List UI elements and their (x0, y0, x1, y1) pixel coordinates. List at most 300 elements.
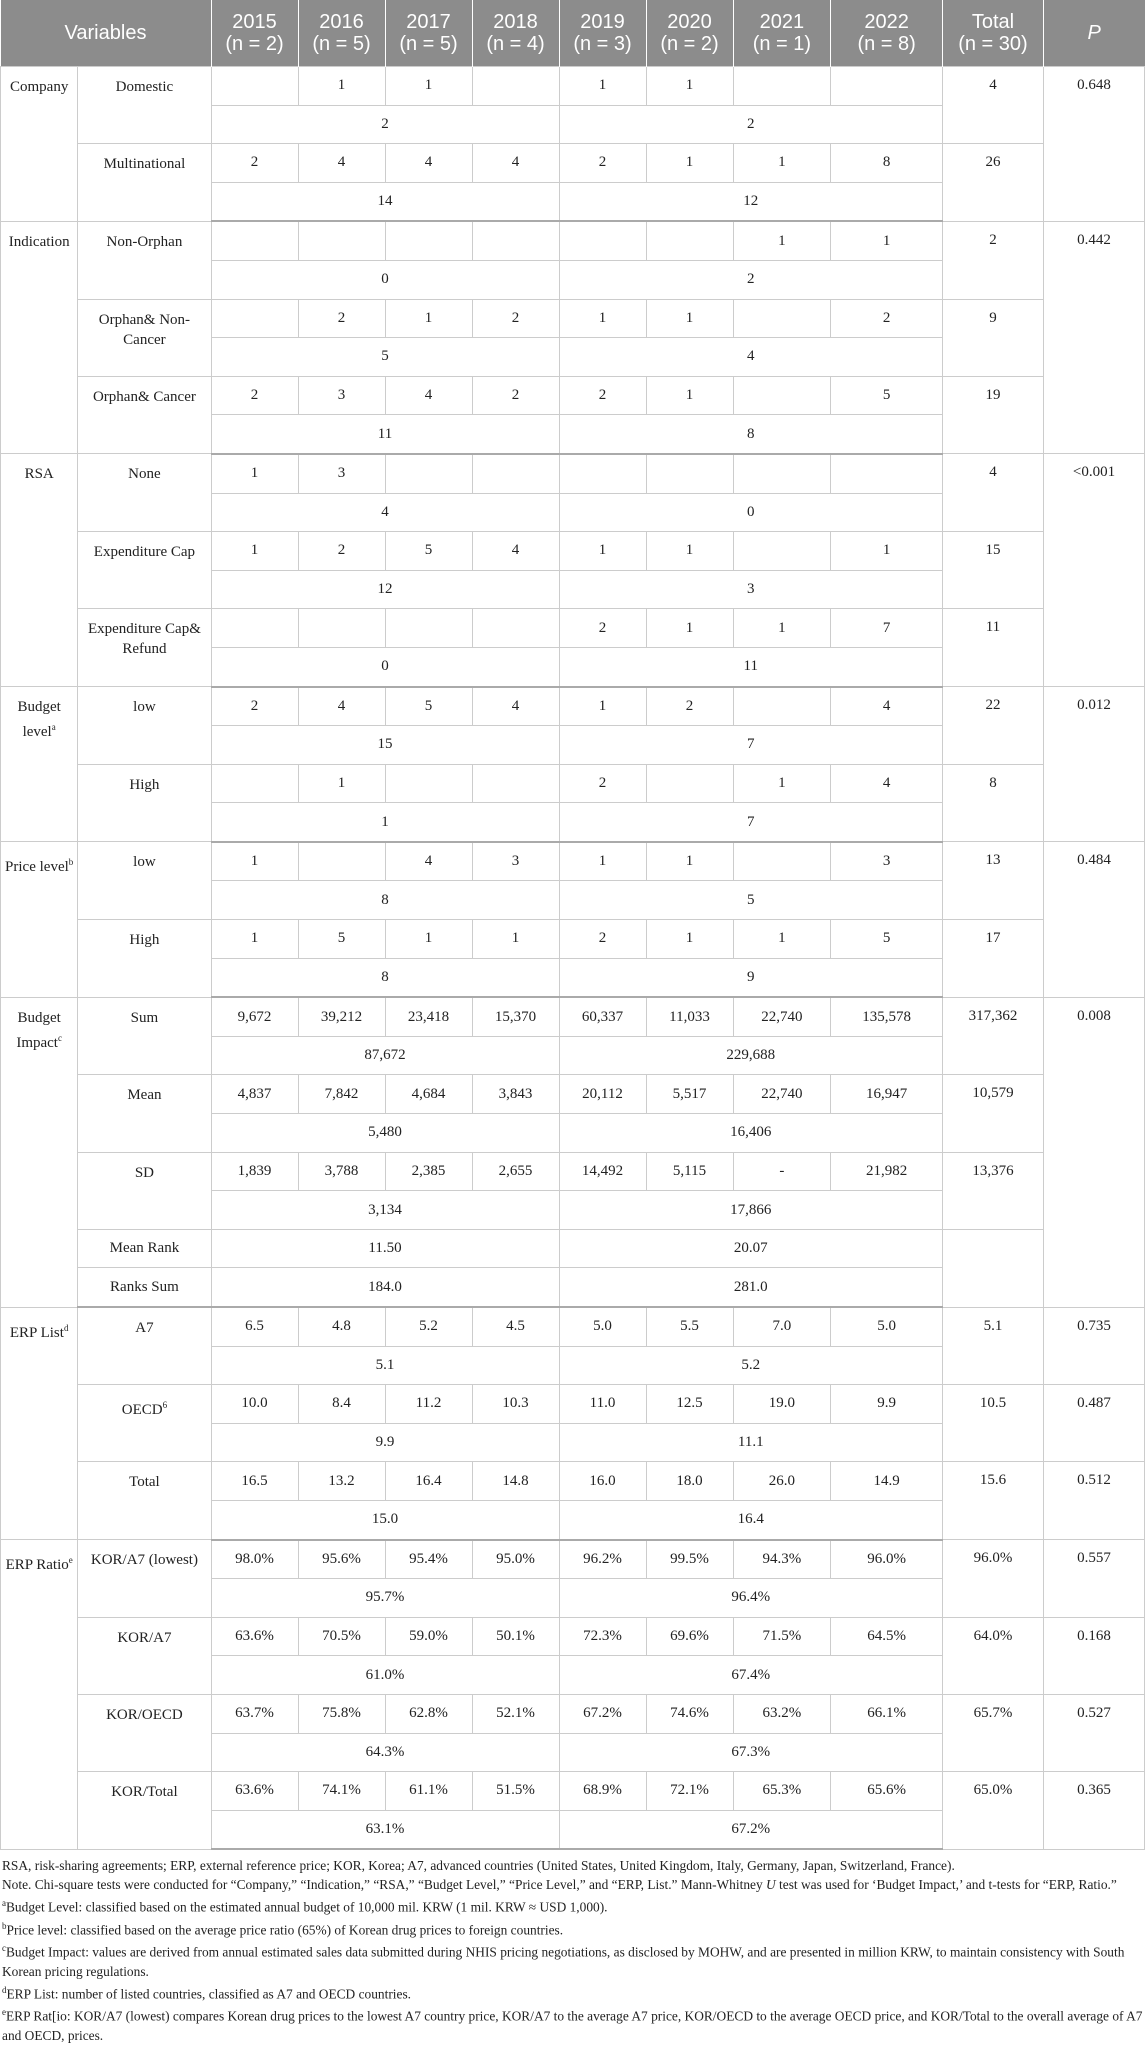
period-summary-2019-2022: 2 (559, 260, 942, 299)
subcategory-label-text: High (129, 932, 160, 949)
subcategory-label-text: OECD (121, 1402, 163, 1419)
year-value-cell (646, 454, 733, 493)
period-summary-2015-2018: 12 (211, 570, 559, 609)
year-value-cell: 16,947 (831, 1075, 943, 1114)
period-summary-2019-2022: 16.4 (559, 1500, 942, 1539)
header-year: 2022 (n = 8) (831, 0, 943, 67)
subcategory-label-text: Orphan& Non-Cancer (98, 311, 191, 348)
year-value-cell: 1 (646, 609, 733, 648)
subcategory-label-text: KOR/A7 (lowest) (90, 1552, 198, 1569)
year-value-cell: 70.5% (298, 1617, 385, 1656)
year-value-cell: 74.6% (646, 1694, 733, 1733)
total-cell: 13 (942, 842, 1043, 920)
year-value-cell: 3 (298, 376, 385, 415)
year-value-cell: 18.0 (646, 1462, 733, 1501)
year-value-cell: 16.0 (559, 1462, 646, 1501)
variable-label (1, 842, 78, 997)
footnote-a: $^a$Budget Level: classified based on the estimated annual budget of 10,000 mil. KRW (1 mil. KRW ≈ USD 1,000). (2, 1898, 608, 1915)
period-summary-2019-2022: 96.4% (559, 1579, 942, 1618)
year-value-cell: 1 (646, 920, 733, 959)
p-value-cell: 0.484 (1043, 842, 1144, 997)
subcategory-label (78, 1307, 211, 1385)
period-summary-2015-2018: 5,480 (211, 1114, 559, 1153)
year-value-cell: 4 (472, 532, 559, 571)
subcategory-label (78, 67, 211, 144)
period-summary-2015-2018: 5.1 (211, 1346, 559, 1385)
year-value-cell: 1 (646, 532, 733, 571)
year-value-cell: 5.2 (385, 1307, 472, 1346)
year-value-cell: 4 (298, 144, 385, 183)
year-value-cell: 59.0% (385, 1617, 472, 1656)
year-value-cell (211, 67, 298, 106)
table-notes (0, 1850, 1145, 2044)
period-summary-2015-2018: 8 (211, 881, 559, 920)
period-summary-2019-2022: 281.0 (559, 1268, 942, 1307)
period-summary-2015-2018: 0 (211, 260, 559, 299)
year-value-cell (385, 764, 472, 803)
period-summary-2015-2018: 64.3% (211, 1733, 559, 1772)
year-value-cell: 11,033 (646, 997, 733, 1036)
year-value-cell: 60,337 (559, 997, 646, 1036)
year-value-cell: 39,212 (298, 997, 385, 1036)
year-value-cell (559, 221, 646, 260)
variable-label-text: Company (9, 79, 69, 95)
year-value-cell: 72.3% (559, 1617, 646, 1656)
year-value-cell: 6.5 (211, 1307, 298, 1346)
year-value-cell: 65.3% (733, 1772, 831, 1811)
total-cell: 4 (942, 454, 1043, 532)
year-value-cell (298, 221, 385, 260)
table-row (1, 1540, 1145, 1579)
year-value-cell: 3 (298, 454, 385, 493)
year-value-cell: 95.0% (472, 1540, 559, 1579)
variable-label-text: ERP List (9, 1324, 64, 1341)
year-value-cell: 95.4% (385, 1540, 472, 1579)
year-value-cell (211, 221, 298, 260)
year-value-cell: 69.6% (646, 1617, 733, 1656)
year-value-cell: 51.5% (472, 1772, 559, 1811)
period-summary-2019-2022: 5 (559, 881, 942, 920)
year-value-cell: 14.9 (831, 1462, 943, 1501)
note-tests: Note. Chi-square tests were conducted for “Company,” “Indication,” “RSA,” “Budget Level,” “Price Level,” and “ERP, List.” Mann-Whitney U test was used for ‘Budget Impact,’ and t-tests for “ERP, Ratio.” (2, 1877, 1117, 1893)
period-summary-2019-2022: 4 (559, 338, 942, 377)
year-value-cell: 8.4 (298, 1385, 385, 1424)
p-value-cell: 0.557 (1043, 1540, 1144, 1618)
variable-label (1, 997, 78, 1307)
year-value-cell (298, 842, 385, 881)
total-cell: 13,376 (942, 1152, 1043, 1229)
p-value-cell: 0.648 (1043, 67, 1144, 222)
period-summary-2019-2022: 17,866 (559, 1191, 942, 1230)
variable-label-text: Price level (5, 859, 69, 876)
subcategory-label-text: Multinational (103, 156, 186, 173)
p-value-cell: 0.012 (1043, 687, 1144, 842)
header-year: 2020 (n = 2) (646, 0, 733, 67)
year-value-cell: 1 (733, 764, 831, 803)
subcategory-label (78, 144, 211, 222)
table-row (1, 221, 1145, 260)
subcategory-label (78, 997, 211, 1075)
year-value-cell: 75.8% (298, 1694, 385, 1733)
year-value-cell: 99.5% (646, 1540, 733, 1579)
year-value-cell: 11.2 (385, 1385, 472, 1424)
variable-label-text: Indication (8, 233, 70, 250)
period-summary-2019-2022: 12 (559, 182, 942, 221)
period-summary-2015-2018: 5 (211, 338, 559, 377)
total-cell: 65.0% (942, 1772, 1043, 1850)
subcategory-label-text: None (128, 466, 161, 483)
subcategory-label (78, 376, 211, 454)
header-row (1, 0, 1145, 67)
year-value-cell: 2 (211, 144, 298, 183)
year-value-cell: 1 (472, 920, 559, 959)
year-value-cell: 4 (831, 687, 943, 726)
subcategory-label (78, 1152, 211, 1229)
year-value-cell: 5.0 (559, 1307, 646, 1346)
year-value-cell (211, 299, 298, 338)
year-value-cell: 19.0 (733, 1385, 831, 1424)
subcategory-label-text: Non-Orphan (106, 233, 183, 250)
year-value-cell: 63.2% (733, 1694, 831, 1733)
period-summary-2019-2022: 7 (559, 726, 942, 765)
year-value-cell: 2 (298, 299, 385, 338)
variable-label (1, 1540, 78, 1850)
period-summary-2019-2022: 67.3% (559, 1733, 942, 1772)
variable-label (1, 1307, 78, 1540)
footnote-marker: d (63, 1322, 69, 1333)
year-value-cell (733, 842, 831, 881)
year-value-cell: 7.0 (733, 1307, 831, 1346)
table-row (1, 144, 1145, 183)
year-value-cell: 74.1% (298, 1772, 385, 1811)
subcategory-label (78, 454, 211, 532)
total-cell: 11 (942, 609, 1043, 687)
p-value-cell: <0.001 (1043, 454, 1144, 687)
year-value-cell: 21,982 (831, 1152, 943, 1191)
year-value-cell (733, 454, 831, 493)
subcategory-label (78, 1075, 211, 1152)
subcategory-label (78, 764, 211, 842)
year-value-cell: 64.5% (831, 1617, 943, 1656)
year-value-cell: 2 (559, 764, 646, 803)
year-value-cell: 5.0 (831, 1307, 943, 1346)
table-row (1, 1075, 1145, 1114)
year-value-cell (472, 67, 559, 106)
year-value-cell: 1 (211, 454, 298, 493)
year-value-cell: 23,418 (385, 997, 472, 1036)
subcategory-label-text: Total (129, 1474, 160, 1491)
variable-label-text: Budget level (17, 699, 61, 740)
period-summary-2015-2018: 3,134 (211, 1191, 559, 1230)
year-value-cell (646, 221, 733, 260)
year-value-cell (472, 221, 559, 260)
year-value-cell: 8 (831, 144, 943, 183)
table-row (1, 1617, 1145, 1656)
year-value-cell: 2 (472, 376, 559, 415)
year-value-cell: 26.0 (733, 1462, 831, 1501)
year-value-cell (385, 609, 472, 648)
year-value-cell: 4.5 (472, 1307, 559, 1346)
footnote-d: $^d$ERP List: number of listed countries, classified as A7 and OECD countries. (2, 1984, 412, 2002)
year-value-cell: 1 (211, 532, 298, 571)
year-value-cell: 5 (298, 920, 385, 959)
header-p: P (1043, 0, 1144, 67)
subcategory-label-text: High (129, 776, 160, 793)
year-value-cell (733, 299, 831, 338)
year-value-cell: 52.1% (472, 1694, 559, 1733)
total-cell: 9 (942, 299, 1043, 376)
table-row (1, 454, 1145, 493)
period-summary-2019-2022: 11.1 (559, 1423, 942, 1462)
footnote-b: $^b$Price level: classified based on the average price ratio (65%) of Korean drug prices to foreign countries. (2, 1920, 564, 1938)
year-value-cell: 1 (559, 67, 646, 106)
subcategory-label: Mean Rank (78, 1229, 211, 1268)
year-value-cell: 135,578 (831, 997, 943, 1036)
year-value-cell: 13.2 (298, 1462, 385, 1501)
period-summary-2019-2022: 11 (559, 647, 942, 686)
year-value-cell: 63.6% (211, 1617, 298, 1656)
period-summary-2015-2018: 1 (211, 803, 559, 842)
period-summary-2015-2018: 9.9 (211, 1423, 559, 1462)
subcategory-label (78, 1772, 211, 1850)
period-summary-2019-2022: 5.2 (559, 1346, 942, 1385)
year-value-cell: 4 (385, 842, 472, 881)
total-cell: 10.5 (942, 1385, 1043, 1462)
year-value-cell: 9,672 (211, 997, 298, 1036)
period-summary-2019-2022: 229,688 (559, 1036, 942, 1075)
subcategory-label-text: KOR/A7 (117, 1629, 172, 1646)
year-value-cell (385, 454, 472, 493)
period-summary-2015-2018: 95.7% (211, 1579, 559, 1618)
table-row (1, 1152, 1145, 1191)
year-value-cell: 4 (385, 144, 472, 183)
year-value-cell (211, 609, 298, 648)
year-value-cell: 1 (559, 842, 646, 881)
header-year: 2021 (n = 1) (733, 0, 831, 67)
subcategory-label: Ranks Sum (78, 1268, 211, 1307)
year-value-cell: 68.9% (559, 1772, 646, 1811)
year-value-cell: 10.0 (211, 1385, 298, 1424)
header-year: 2019 (n = 3) (559, 0, 646, 67)
table-row (1, 299, 1145, 338)
period-summary-2019-2022: 2 (559, 105, 942, 144)
period-summary-2015-2018: 8 (211, 958, 559, 997)
subcategory-label-text: SD (134, 1164, 155, 1181)
table-row (1, 532, 1145, 571)
period-summary-2019-2022: 0 (559, 493, 942, 532)
year-value-cell: 14.8 (472, 1462, 559, 1501)
subcategory-label (78, 1385, 211, 1462)
year-value-cell: 2,655 (472, 1152, 559, 1191)
year-value-cell: 1,839 (211, 1152, 298, 1191)
total-cell: 26 (942, 144, 1043, 222)
header-year: 2016 (n = 5) (298, 0, 385, 67)
year-value-cell (646, 764, 733, 803)
year-value-cell: 2 (298, 532, 385, 571)
year-value-cell: 7 (831, 609, 943, 648)
year-value-cell (298, 609, 385, 648)
table-row (1, 1694, 1145, 1733)
period-summary-2019-2022: 20.07 (559, 1229, 942, 1268)
year-value-cell: 5 (385, 687, 472, 726)
table-body (1, 67, 1145, 1850)
year-value-cell (211, 764, 298, 803)
year-value-cell: 7,842 (298, 1075, 385, 1114)
header-variables: Variables (1, 0, 212, 67)
year-value-cell: 22,740 (733, 1075, 831, 1114)
subcategory-label-text: A7 (135, 1320, 154, 1336)
table-row (1, 1772, 1145, 1811)
year-value-cell: 4 (472, 687, 559, 726)
period-summary-2015-2018: 15 (211, 726, 559, 765)
year-value-cell: 5.5 (646, 1307, 733, 1346)
year-value-cell: 1 (298, 67, 385, 106)
footnote-c: $^c$Budget Impact: values are derived from annual estimated sales data submitted during NHIS pricing negotiations, as disclosed by MOHW, and are presented in million KRW, to maintain consistency with South Korean pricing regulations. (2, 1943, 1125, 1979)
year-value-cell: - (733, 1152, 831, 1191)
subcategory-label-text: Domestic (115, 79, 174, 95)
period-summary-2015-2018: 4 (211, 493, 559, 532)
year-value-cell: 1 (733, 609, 831, 648)
total-cell: 317,362 (942, 997, 1043, 1075)
p-value-cell: 0.512 (1043, 1462, 1144, 1540)
table-row (1, 376, 1145, 415)
year-value-cell: 2,385 (385, 1152, 472, 1191)
period-summary-2019-2022: 9 (559, 958, 942, 997)
period-summary-2019-2022: 3 (559, 570, 942, 609)
p-value-cell: 0.487 (1043, 1385, 1144, 1462)
p-value-cell: 0.365 (1043, 1772, 1144, 1850)
subcategory-label-text: Orphan& Cancer (92, 388, 196, 405)
year-value-cell: 1 (646, 144, 733, 183)
year-value-cell: 1 (298, 764, 385, 803)
variable-label-text: RSA (24, 466, 54, 483)
year-value-cell: 2 (646, 687, 733, 726)
year-value-cell: 1 (733, 221, 831, 260)
subcategory-label (78, 532, 211, 609)
footnote-marker: c (57, 1032, 62, 1043)
year-value-cell: 2 (559, 609, 646, 648)
table-row (1, 1385, 1145, 1424)
period-summary-2015-2018: 87,672 (211, 1036, 559, 1075)
subcategory-label-text: low (133, 854, 156, 871)
year-value-cell: 5 (831, 376, 943, 415)
year-value-cell: 14,492 (559, 1152, 646, 1191)
subcategory-label (78, 1462, 211, 1540)
subcategory-label-text: Expenditure Cap (93, 544, 196, 561)
year-value-cell: 1 (559, 532, 646, 571)
table-row (1, 997, 1145, 1036)
period-summary-2015-2018: 11.50 (211, 1229, 559, 1268)
period-summary-2015-2018: 14 (211, 182, 559, 221)
year-value-cell (472, 764, 559, 803)
total-cell: 8 (942, 764, 1043, 842)
subcategory-label (78, 1694, 211, 1771)
total-cell: 19 (942, 376, 1043, 454)
year-value-cell: 1 (831, 532, 943, 571)
header-year: 2018 (n = 4) (472, 0, 559, 67)
year-value-cell (733, 687, 831, 726)
subcategory-label (78, 1617, 211, 1694)
year-value-cell: 2 (211, 687, 298, 726)
period-summary-2019-2022: 67.2% (559, 1810, 942, 1849)
period-summary-2015-2018: 184.0 (211, 1268, 559, 1307)
note-abbreviations: RSA, risk-sharing agreements; ERP, external reference price; KOR, Korea; A7, advanced countries (United States, United Kingdom, Italy, Germany, Japan, Switzerland, France). (2, 1858, 955, 1874)
year-value-cell: 71.5% (733, 1617, 831, 1656)
table-row (1, 1307, 1145, 1346)
year-value-cell: 4 (298, 687, 385, 726)
year-value-cell: 4,684 (385, 1075, 472, 1114)
footnote-e: $^e$ERP Rat[io: KOR/A7 (lowest) compares Korean drug prices to the lowest A7 country price, KOR/A7 to the average A7 price, KOR/OECD to the average OECD price, and KOR/Total to the overall average of A7 and OECD, prices. (2, 2007, 1143, 2043)
period-summary-2019-2022: 16,406 (559, 1114, 942, 1153)
year-value-cell: 50.1% (472, 1617, 559, 1656)
year-value-cell: 2 (211, 376, 298, 415)
period-summary-2015-2018: 2 (211, 105, 559, 144)
subcategory-label (78, 687, 211, 765)
subcategory-label-text: Expenditure Cap& Refund (87, 621, 201, 658)
period-summary-2015-2018: 11 (211, 415, 559, 454)
subcategory-label (78, 609, 211, 687)
year-value-cell: 5,517 (646, 1075, 733, 1114)
year-value-cell: 3 (472, 842, 559, 881)
year-value-cell (733, 376, 831, 415)
total-cell: 22 (942, 687, 1043, 765)
year-value-cell: 1 (646, 376, 733, 415)
subcategory-label (78, 842, 211, 920)
subcategory-label-text: Sum (130, 1009, 159, 1026)
period-summary-2015-2018: 0 (211, 647, 559, 686)
variable-label (1, 221, 78, 454)
year-value-cell: 1 (385, 920, 472, 959)
year-value-cell (733, 67, 831, 106)
subcategory-label (78, 221, 211, 299)
year-value-cell: 98.0% (211, 1540, 298, 1579)
year-value-cell: 16.5 (211, 1462, 298, 1501)
period-summary-2019-2022: 8 (559, 415, 942, 454)
period-summary-2015-2018: 63.1% (211, 1810, 559, 1849)
p-value-cell: 0.527 (1043, 1694, 1144, 1771)
subcategory-label (78, 920, 211, 998)
total-cell: 4 (942, 67, 1043, 144)
year-value-cell: 1 (559, 687, 646, 726)
p-value-cell: 0.442 (1043, 221, 1144, 454)
variable-label (1, 454, 78, 687)
table-row (1, 764, 1145, 803)
year-value-cell: 3,788 (298, 1152, 385, 1191)
period-summary-2019-2022: 7 (559, 803, 942, 842)
year-value-cell: 12.5 (646, 1385, 733, 1424)
table-row (1, 687, 1145, 726)
header-total: Total (n = 30) (942, 0, 1043, 67)
total-cell: 96.0% (942, 1540, 1043, 1618)
header-year: 2017 (n = 5) (385, 0, 472, 67)
year-value-cell (559, 454, 646, 493)
total-cell: 15 (942, 532, 1043, 609)
year-value-cell: 4 (831, 764, 943, 803)
year-value-cell: 20,112 (559, 1075, 646, 1114)
year-value-cell: 1 (559, 299, 646, 338)
total-cell: 5.1 (942, 1307, 1043, 1385)
year-value-cell: 5,115 (646, 1152, 733, 1191)
p-value-cell: 0.168 (1043, 1617, 1144, 1694)
year-value-cell: 3,843 (472, 1075, 559, 1114)
table-row (1, 609, 1145, 648)
year-value-cell: 66.1% (831, 1694, 943, 1733)
year-value-cell: 1 (385, 299, 472, 338)
variable-label (1, 687, 78, 842)
subcategory-label-text: KOR/OECD (106, 1706, 183, 1723)
year-value-cell: 2 (831, 299, 943, 338)
year-value-cell: 96.2% (559, 1540, 646, 1579)
